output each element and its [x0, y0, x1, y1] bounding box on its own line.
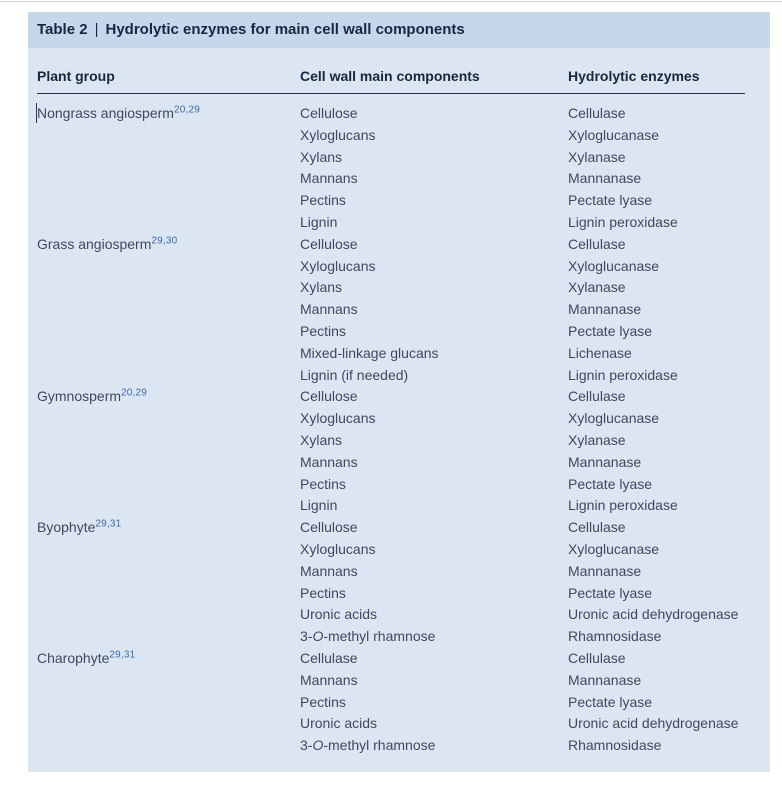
enzyme-cell: Xyloglucanase [568, 257, 660, 274]
component-cell: Uronic acids [300, 606, 378, 623]
enzyme-cell: Pectate lyase [568, 693, 653, 710]
component-cell: Pectins [300, 584, 346, 601]
plant-group-section [28, 234, 770, 387]
column-header-enzymes: Hydrolytic enzymes [568, 68, 700, 84]
enzyme-cell: Cellulase [568, 388, 626, 405]
component-cell: Xylans [300, 148, 343, 165]
text-caret [36, 103, 37, 123]
component-cell: Lignin (if needed) [300, 366, 409, 383]
component-cell: Lignin [300, 497, 338, 514]
plant-group-section [28, 517, 770, 648]
enzyme-cell: Xylanase [568, 431, 626, 448]
plant-group-section [28, 648, 770, 757]
component-cell: Mannans [300, 170, 358, 187]
enzyme-cell: Mannanase [568, 453, 642, 470]
enzyme-cell: Mannanase [568, 301, 642, 318]
enzyme-cell: Mannanase [568, 170, 642, 187]
enzyme-cell: Pectate lyase [568, 475, 653, 492]
plant-group-cell [37, 648, 300, 670]
enzyme-cell: Lignin peroxidase [568, 366, 678, 383]
reference-superscript[interactable]: 29,31 [95, 518, 122, 530]
enzyme-cell: Xyloglucanase [568, 410, 660, 427]
component-cell: Cellulase [300, 649, 358, 666]
title-separator: | [94, 21, 99, 38]
enzyme-cell: Uronic acid dehydrogenase [568, 715, 739, 732]
enzyme-cell: Cellulase [568, 649, 626, 666]
component-cell: Cellulose [300, 235, 358, 252]
plant-group-cell [37, 386, 300, 408]
table-caption: Hydrolytic enzymes for main cell wall components [105, 21, 465, 38]
component-cell: Xyloglucans [300, 540, 376, 557]
component-cell: 3-O-methyl rhamnose [300, 628, 436, 645]
enzyme-cell: Cellulase [568, 105, 626, 121]
component-cell: Cellulose [300, 519, 358, 536]
table-header-row [28, 48, 770, 87]
screenshot-top-border [0, 1, 782, 2]
enzyme-cell: Mannanase [568, 562, 642, 579]
component-cell: Mixed-linkage glucans [300, 344, 439, 361]
component-cell: Xylans [300, 279, 343, 296]
component-cell: Pectins [300, 322, 346, 339]
component-cell: Xyloglucans [300, 257, 376, 274]
plant-group-cell [37, 517, 300, 539]
enzyme-cell: Pectate lyase [568, 192, 653, 209]
plant-group-name: Byophyte [37, 519, 96, 536]
plant-group-section [28, 386, 770, 517]
enzyme-cell: Rhamnosidase [568, 628, 662, 645]
enzyme-cell: Xyloglucanase [568, 126, 660, 143]
enzyme-cell: Cellulase [568, 519, 626, 536]
column-header-components: Cell wall main components [300, 68, 480, 84]
component-cell: Mannans [300, 562, 358, 579]
enzyme-cell: Lichenase [568, 344, 632, 361]
reference-superscript[interactable]: 29,31 [109, 649, 136, 661]
enzyme-cell: Pectate lyase [568, 584, 653, 601]
reference-superscript[interactable]: 29,30 [151, 235, 178, 247]
component-cell: Mannans [300, 453, 358, 470]
component-cell: Pectins [300, 192, 346, 209]
enzyme-cell: Xyloglucanase [568, 540, 660, 557]
enzyme-cell: Cellulase [568, 235, 626, 252]
plant-group-cell [37, 234, 300, 256]
component-cell: Xyloglucans [300, 126, 376, 143]
enzyme-cell: Pectate lyase [568, 322, 653, 339]
component-cell: Pectins [300, 475, 346, 492]
component-cell: Xyloglucans [300, 410, 376, 427]
table-body [28, 103, 770, 757]
component-cell: Lignin [300, 213, 338, 230]
column-header-plant-group: Plant group [37, 68, 115, 84]
plant-group-name: Gymnosperm [37, 388, 122, 405]
table-title-bar [28, 12, 770, 48]
component-cell: Cellulose [300, 105, 358, 121]
plant-group-name: Grass angiosperm [37, 235, 152, 252]
component-cell: Pectins [300, 693, 346, 710]
plant-group-name: Charophyte [37, 649, 110, 666]
enzyme-cell: Lignin peroxidase [568, 213, 678, 230]
reference-superscript[interactable]: 20,29 [173, 104, 200, 116]
component-cell: 3-O-methyl rhamnose [300, 737, 436, 754]
component-cell: Uronic acids [300, 715, 378, 732]
enzyme-cell: Xylanase [568, 148, 626, 165]
enzyme-cell: Lignin peroxidase [568, 497, 678, 514]
header-rule [37, 93, 745, 94]
enzyme-cell: Rhamnosidase [568, 737, 662, 754]
plant-group-name: Nongrass angiosperm [37, 105, 174, 121]
enzyme-cell: Uronic acid dehydrogenase [568, 606, 739, 623]
plant-group-cell [37, 103, 300, 125]
table-number: Table 2 [37, 21, 88, 38]
reference-superscript[interactable]: 20,29 [121, 387, 148, 399]
table-2 [28, 12, 770, 772]
component-cell: Mannans [300, 301, 358, 318]
component-cell: Xylans [300, 431, 343, 448]
component-cell: Cellulose [300, 388, 358, 405]
enzyme-cell: Xylanase [568, 279, 626, 296]
enzyme-cell: Mannanase [568, 671, 642, 688]
component-cell: Mannans [300, 671, 358, 688]
plant-group-section [28, 103, 770, 234]
